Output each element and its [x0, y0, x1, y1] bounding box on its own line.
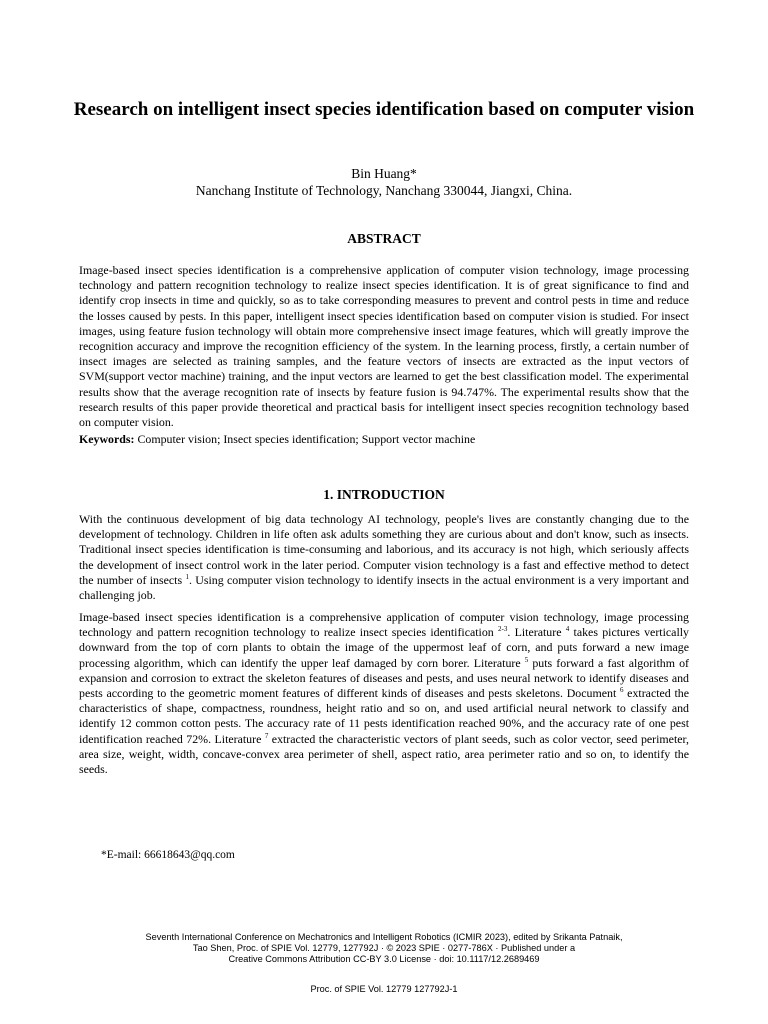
text-run: . Using computer vision technology to identify insects in the actual environment is a very important and challenging job.	[79, 572, 689, 603]
citation-line-3: Creative Commons Attribution CC-BY 3.0 License · doi: 10.1117/12.2689469	[228, 954, 540, 964]
page-identifier: Proc. of SPIE Vol. 12779 127792J-1	[310, 984, 458, 994]
intro-paragraph-1	[79, 512, 689, 603]
citation-ref: 7	[264, 731, 269, 740]
citation-ref: 2-3	[498, 625, 508, 634]
citation-block	[96, 932, 672, 965]
citation-ref: 4	[565, 625, 570, 634]
citation-ref: 5	[524, 655, 529, 664]
citation-line-2: Tao Shen, Proc. of SPIE Vol. 12779, 127792J · © 2023 SPIE · 0277-786X · Published under a	[192, 943, 576, 953]
citation-line-1: Seventh International Conference on Mechatronics and Intelligent Robotics (ICMIR 2023), edited by Srikanta Patnaik,	[145, 932, 623, 942]
abstract-text: Image-based insect species identification is a comprehensive application of computer vision technology, image processing technology and pattern recognition technology to realize insect species identification. It is of great significance to find and identify crop insects in time and quickly, so as to take corresponding measures to prevent and control pests in time and reduce the losses caused by pests. In this paper, intelligent insect species identification based on computer vision is studied. For insect images, using feature fusion technology will obtain more comprehensive insect image features, which will greatly improve the recognition accuracy and improve the recognition efficiency of the system. In the learning process, firstly, a certain number of insect images are selected as training samples, and the feature vectors of insects are extracted as the input vectors of SVM(support vector machine) training, and the input vectors are learned to get the best classification model. The experimental results show that the average recognition rate of insects by feature fusion is 94.747%. The experimental results show that the research results of this paper provide theoretical and practical basis for intelligent insect species recognition technology based on computer vision.	[79, 263, 689, 430]
text-run: puts forward a fast algorithm of expansion and corrosion to extract the skeleton features of diseases and pests, and uses neural network to identify diseases and pests according to the geometric moment features of different kinds of diseases and pests skeletons. Document	[79, 655, 689, 701]
citation-ref: 1	[185, 572, 189, 581]
text-run: takes pictures vertically downward from the top of corn plants to obtain the image of the uppermost leaf of corn, and puts forward a new image processing algorithm, which can identify the upper leaf damaged by corn borer. Literature	[79, 625, 690, 670]
author-name: Bin Huang*	[351, 166, 417, 181]
citation-ref: 6	[619, 686, 624, 695]
paper-title: Research on intelligent insect species identification based on computer vision	[73, 99, 695, 120]
author-email-footnote: *E-mail: 66618643@qq.com	[101, 849, 235, 861]
text-run: extracted the characteristic vectors of plant seeds, such as color vector, seed perimeter, area size, weight, width, concave-convex area perimeter of shell, aspect ratio, area perimeter ratio and so on, to identify the seeds.	[79, 731, 689, 777]
keywords-line	[79, 432, 689, 447]
author-affiliation: Nanchang Institute of Technology, Nanchang 330044, Jiangxi, China.	[195, 183, 573, 198]
text-run: Image-based insect species identification is a comprehensive application of computer vision technology, image processing technology and pattern recognition technology to realize insect species identification	[79, 610, 689, 640]
text-run: extracted the characteristics of shape, compactness, roundness, height ratio and so on, and used artificial neural network to classify and identify 12 common cotton pests. The accuracy rate of 11 pests identification reached 90%, and the accuracy rate of one pest identification reached 72%. Literature	[79, 686, 689, 746]
text-run: With the continuous development of big data technology AI technology, people's lives are constantly changing due to the development of technology. Children in life often ask adults something they are curious about and don't know, such as insects. Traditional insect species identification is time-consuming and laborious, and its accuracy is not high, which seriously affects the development of insect control work in the later period. Computer vision technology is a fast and effective method to detect the number of insects	[79, 512, 689, 587]
abstract-heading: ABSTRACT	[347, 231, 421, 246]
section-heading-introduction: 1. INTRODUCTION	[323, 487, 445, 502]
keywords-label: Keywords:	[79, 432, 135, 446]
intro-paragraph-2	[79, 610, 689, 777]
text-run: . Literature	[507, 625, 566, 640]
keywords-text: Computer vision; Insect species identification; Support vector machine	[137, 432, 476, 446]
